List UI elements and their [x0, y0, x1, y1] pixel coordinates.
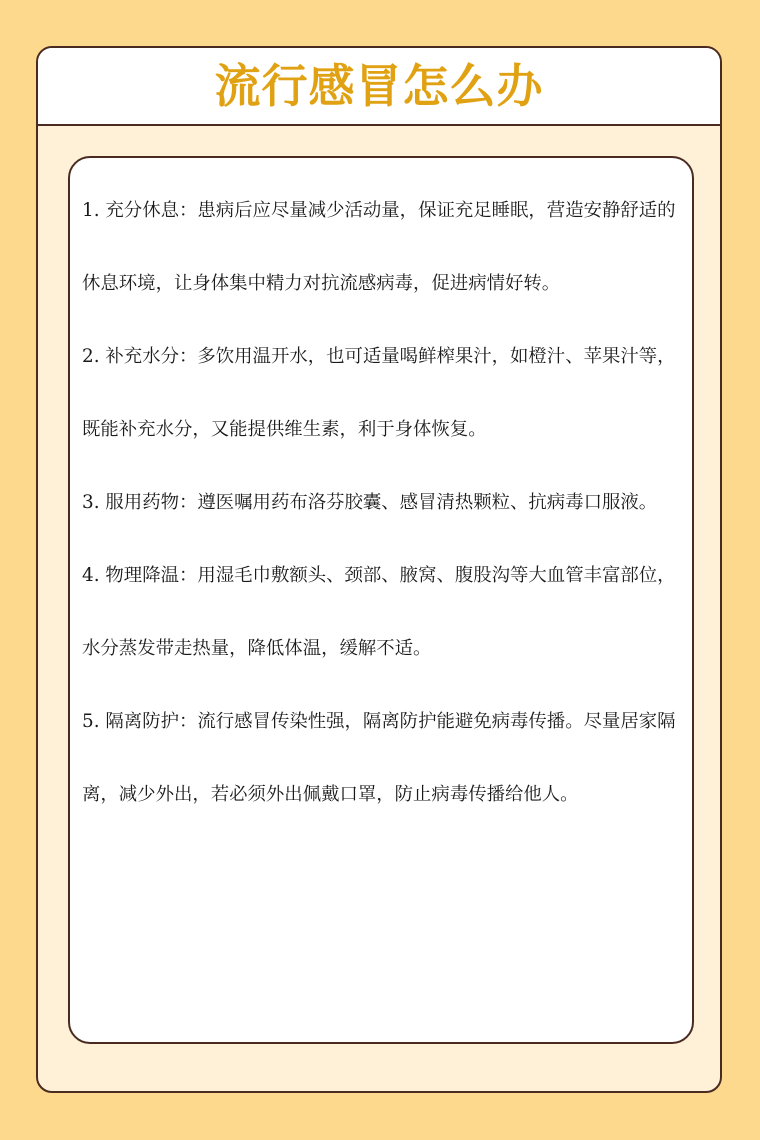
content-card [68, 156, 694, 1044]
outer-card [36, 46, 722, 1093]
tip-text: 患病后应尽量减少活动量，保证充足睡眠，营造安静舒适的休息环境，让身体集中精力对抗流感病毒，促进病情好转。 [82, 200, 676, 294]
tip-number: 3. [82, 492, 106, 513]
tip-item-hydration [82, 320, 682, 466]
tip-text: 用湿毛巾敷额头、颈部、腋窝、腹股沟等大血管丰富部位，水分蒸发带走热量，降低体温，缓解不适。 [82, 565, 676, 659]
tip-number: 1. [82, 200, 106, 221]
tip-text: 流行感冒传染性强，隔离防护能避免病毒传播。尽量居家隔离，减少外出，若必须外出佩戴口罩，防止病毒传播给他人。 [82, 711, 676, 805]
tip-heading: 隔离防护： [105, 711, 198, 732]
tip-heading: 物理降温： [105, 565, 198, 586]
tip-item-cooling [82, 539, 682, 685]
tip-text: 多饮用温开水，也可适量喝鲜榨果汁，如橙汁、苹果汁等，既能补充水分，又能提供维生素，利于身体恢复。 [82, 346, 676, 440]
tip-number: 4. [82, 565, 106, 586]
tip-text: 遵医嘱用药布洛芬胶囊、感冒清热颗粒、抗病毒口服液。 [197, 492, 658, 513]
tip-number: 5. [82, 711, 106, 732]
tip-number: 2. [82, 346, 106, 367]
tips-list [82, 174, 682, 831]
tip-heading: 补充水分： [105, 346, 198, 367]
tip-item-rest [82, 174, 682, 320]
tip-item-isolation [82, 685, 682, 831]
title-banner [38, 48, 720, 126]
tip-heading: 充分休息： [105, 200, 198, 221]
tip-item-medication [82, 466, 682, 539]
tip-heading: 服用药物： [105, 492, 198, 513]
page-title: 流行感冒怎么办 [214, 59, 544, 113]
